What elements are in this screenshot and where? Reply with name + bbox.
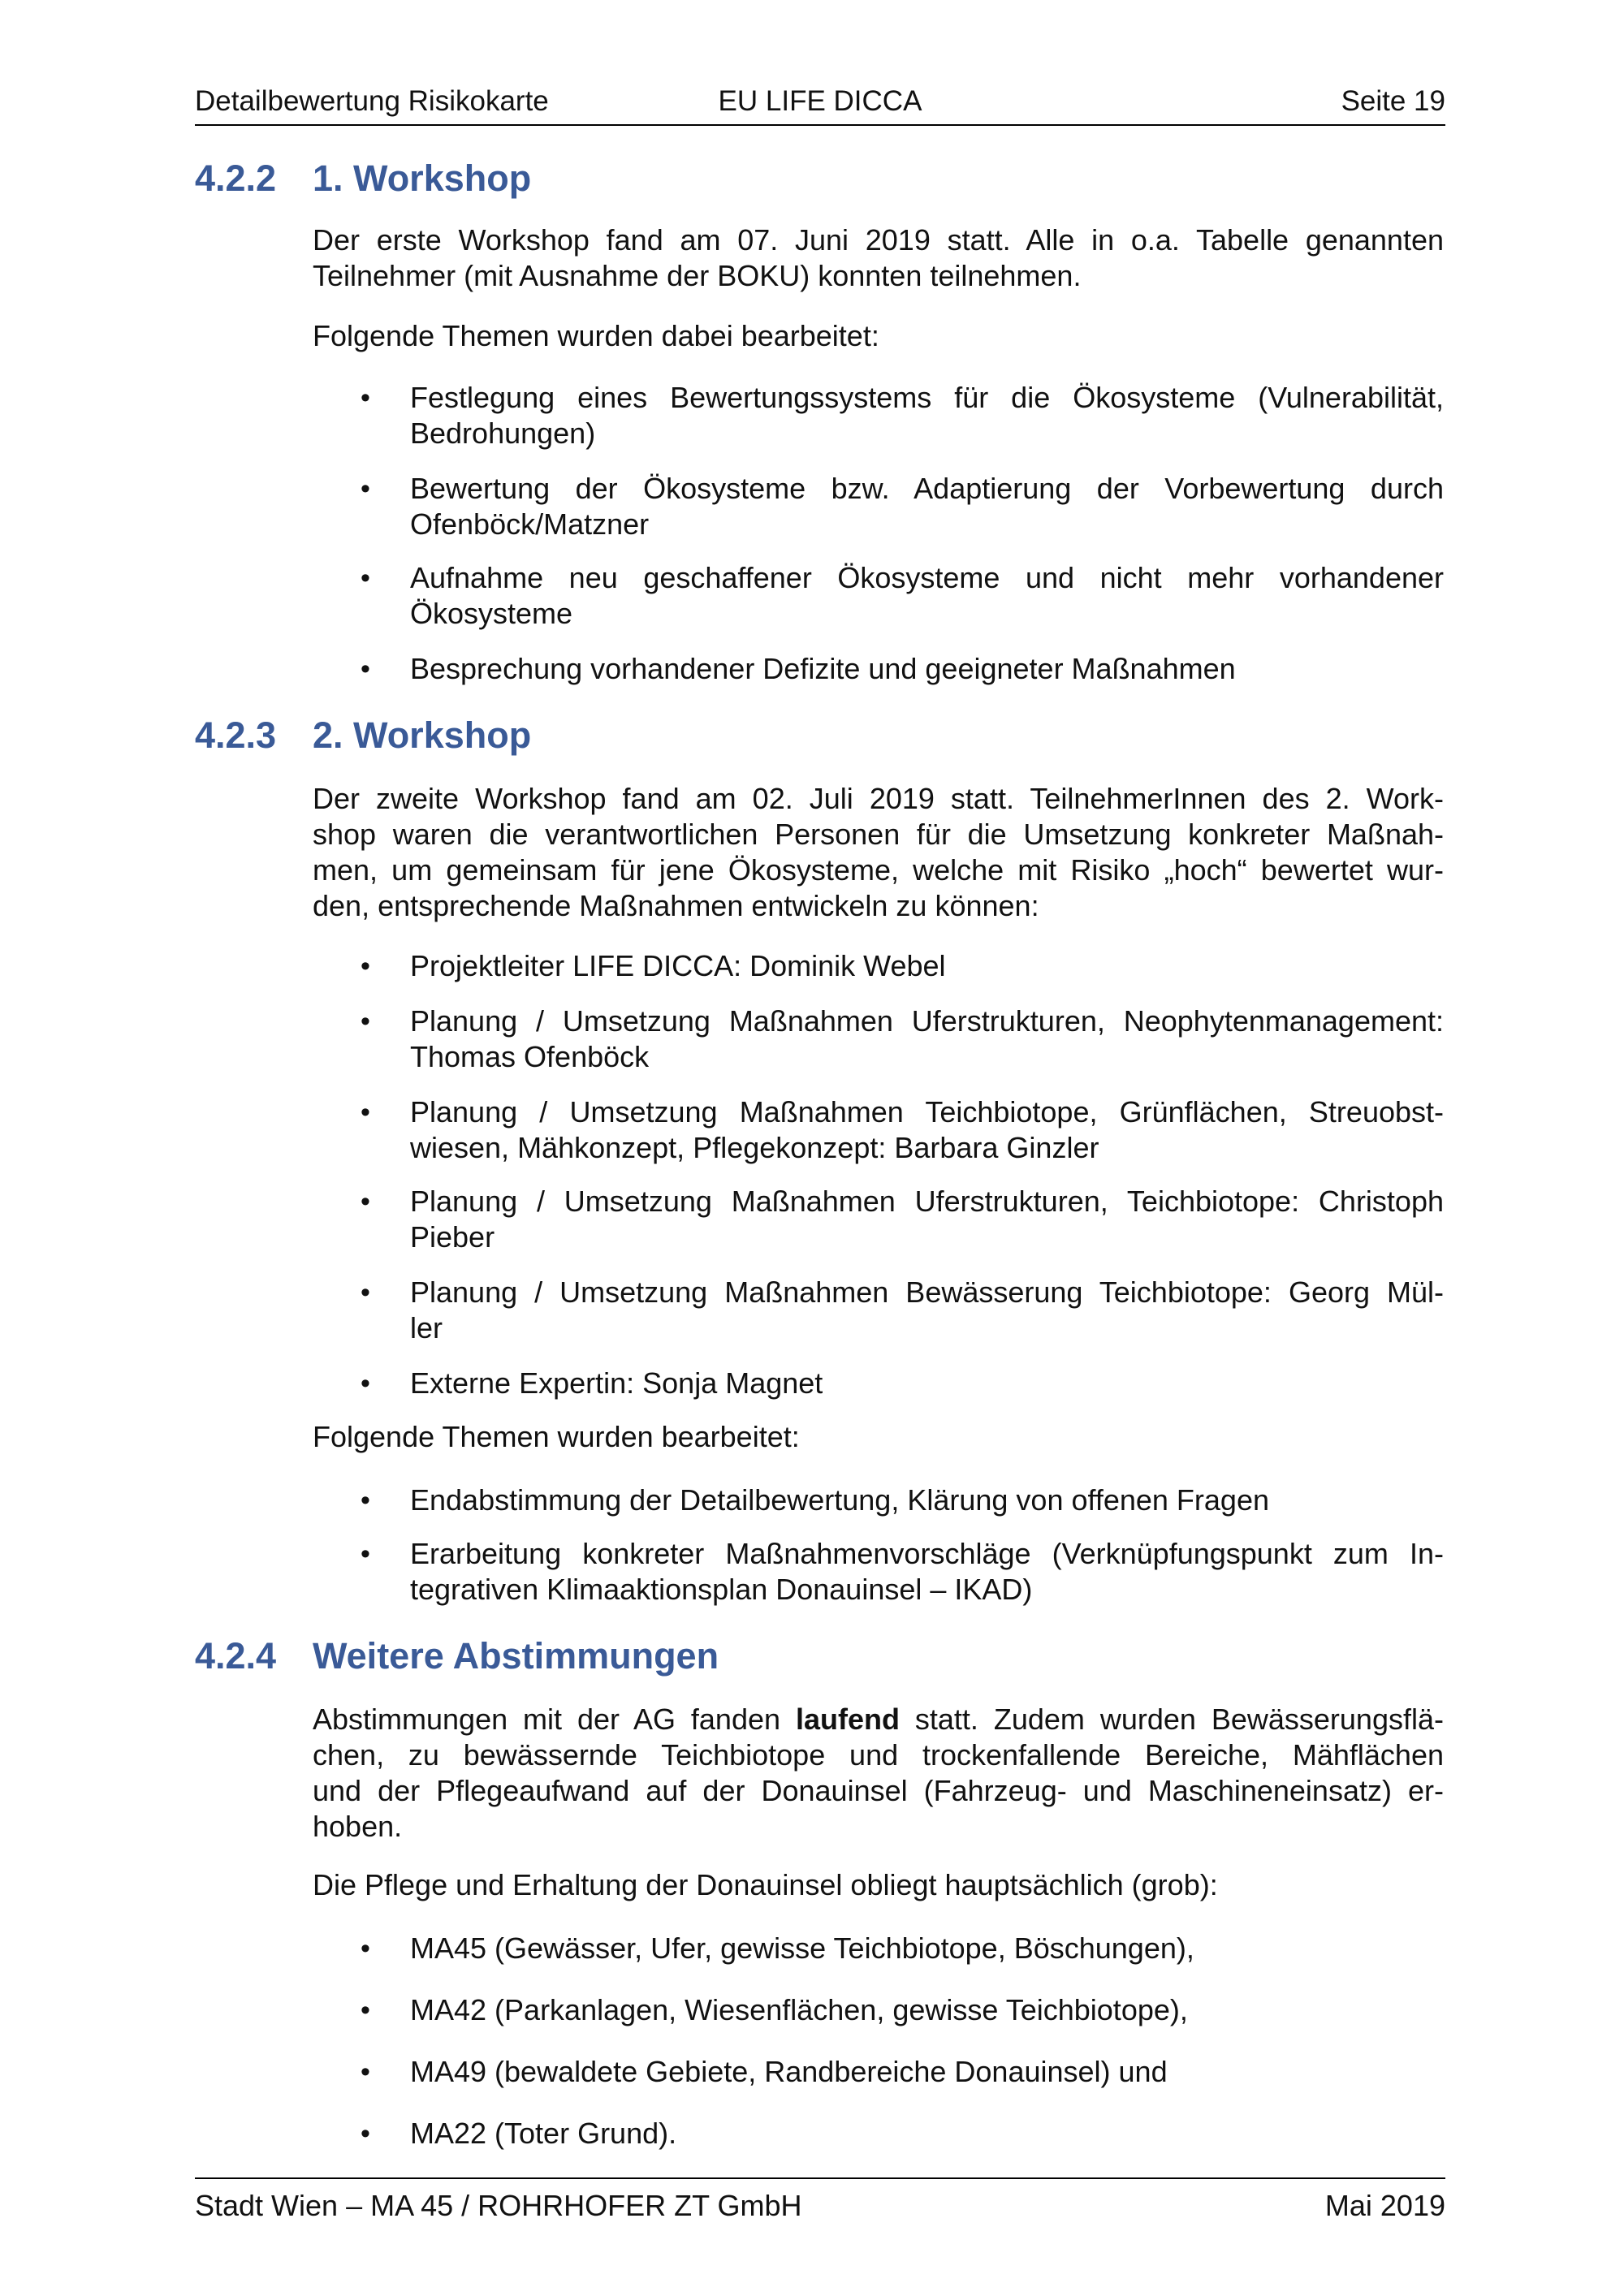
text-line: und der Pflegeaufwand auf der Donauinsel (Fahrzeug- und Maschineneinsatz) er- — [313, 1774, 1444, 1807]
list-item — [410, 1992, 1444, 2028]
text-line: men, um gemeinsam für jene Ökosysteme, welche mit Risiko „hoch“ bewertet wur- — [313, 853, 1444, 887]
text-line: tegrativen Klimaaktionsplan Donauinsel – IKAD) — [410, 1573, 1033, 1606]
footer-left: Stadt Wien – MA 45 / ROHRHOFER ZT GmbH — [195, 2189, 802, 2222]
text-line: Ökosysteme — [410, 597, 573, 630]
text-line: • Aufnahme neu geschaffener Ökosysteme und nicht mehr vorhandener — [410, 561, 1444, 594]
text-line: • Planung / Umsetzung Maßnahmen Uferstrukturen, Teichbiotope: Christoph — [410, 1185, 1444, 1218]
section-title: 2. Workshop — [313, 714, 532, 756]
list-item — [410, 1482, 1444, 1518]
page-header — [195, 85, 1445, 126]
header-page-number: Seite 19 — [1341, 85, 1445, 117]
text-run: statt. Zudem wurden Bewässerungsflä- — [914, 1703, 1444, 1736]
header-left: Detailbewertung Risikokarte — [195, 85, 549, 117]
list-item — [410, 380, 1444, 451]
text-line: • MA49 (bewaldete Gebiete, Randbereiche Donauinsel) und — [410, 2055, 1168, 2088]
list-item — [410, 651, 1444, 687]
paragraph — [313, 318, 1444, 354]
text-line: wiesen, Mähkonzept, Pflegekonzept: Barbara Ginzler — [410, 1131, 1099, 1164]
page-footer — [195, 2177, 1445, 2228]
bold-text: laufend — [795, 1703, 900, 1736]
footer-date: Mai 2019 — [1324, 2189, 1445, 2222]
paragraph — [313, 781, 1444, 924]
text-line: Teilnehmer (mit Ausnahme der BOKU) konnten teilnehmen. — [313, 259, 1082, 292]
text-line: • MA45 (Gewässer, Ufer, gewisse Teichbiotope, Böschungen), — [410, 1931, 1194, 1965]
list-item — [410, 560, 1444, 632]
paragraph — [313, 222, 1444, 294]
text-line: Der erste Workshop fand am 07. Juni 2019 statt. Alle in o.a. Tabelle genannten — [313, 223, 1444, 257]
list-item — [410, 1003, 1444, 1075]
text-line: chen, zu bewässernde Teichbiotope und trockenfallende Bereiche, Mähflächen — [313, 1738, 1444, 1772]
text-line: Der zweite Workshop fand am 02. Juli 2019 statt. TeilnehmerInnen des 2. Work- — [313, 782, 1444, 815]
section-title: Weitere Abstimmungen — [313, 1635, 719, 1677]
section-number: 4.2.2 — [195, 158, 277, 199]
list-item — [410, 1931, 1444, 1966]
text-line: • Festlegung eines Bewertungssystems für die Ökosysteme (Vulnerabilität, — [410, 381, 1444, 414]
paragraph — [313, 1419, 1444, 1455]
section-title: 1. Workshop — [313, 158, 532, 199]
text-line: Folgende Themen wurden dabei bearbeitet: — [313, 319, 879, 352]
text-line: Folgende Themen wurden bearbeitet: — [313, 1420, 800, 1453]
text-line: • Planung / Umsetzung Maßnahmen Teichbiotope, Grünflächen, Streuobst- — [410, 1095, 1444, 1129]
text-line: Die Pflege und Erhaltung der Donauinsel obliegt hauptsächlich (grob): — [313, 1868, 1218, 1901]
list-item — [410, 1184, 1444, 1255]
text-line: Ofenböck/Matzner — [410, 507, 650, 541]
text-line: Pieber — [410, 1220, 495, 1254]
text-line: • Endabstimmung der Detailbewertung, Klärung von offenen Fragen — [410, 1483, 1269, 1517]
list-item — [410, 2054, 1444, 2090]
text-line: • MA22 (Toter Grund). — [410, 2117, 677, 2150]
paragraph — [313, 1867, 1444, 1903]
text-line: shop waren die verantwortlichen Personen für die Umsetzung konkreter Maßnah- — [313, 818, 1444, 851]
section-number: 4.2.4 — [195, 1635, 277, 1677]
text-line: • Projektleiter LIFE DICCA: Dominik Webel — [410, 949, 946, 982]
list-item — [410, 1094, 1444, 1166]
text-line: • Bewertung der Ökosysteme bzw. Adaptierung der Vorbewertung durch — [410, 472, 1444, 505]
list-item — [410, 471, 1444, 542]
text-line: • Erarbeitung konkreter Maßnahmenvorschläge (Verknüpfungspunkt zum In- — [410, 1537, 1444, 1570]
list-item — [410, 1275, 1444, 1346]
text-line: • Planung / Umsetzung Maßnahmen Uferstrukturen, Neophytenmanagement: — [410, 1004, 1444, 1038]
text-line: Bedrohungen) — [410, 416, 596, 450]
text-run: Abstimmungen mit der AG fanden — [313, 1703, 781, 1736]
list-item — [410, 2116, 1444, 2151]
text-line — [313, 1702, 1444, 1737]
text-line: hoben. — [313, 1810, 403, 1843]
text-line: Thomas Ofenböck — [410, 1040, 650, 1073]
text-line: • Besprechung vorhandener Defizite und geeigneter Maßnahmen — [410, 652, 1236, 685]
text-line: • Externe Expertin: Sonja Magnet — [410, 1366, 823, 1400]
text-line: • MA42 (Parkanlagen, Wiesenflächen, gewisse Teichbiotope), — [410, 1993, 1188, 2026]
text-line: den, entsprechende Maßnahmen entwickeln zu können: — [313, 889, 1039, 922]
text-line: • Planung / Umsetzung Maßnahmen Bewässerung Teichbiotope: Georg Mül- — [410, 1275, 1444, 1309]
list-item — [410, 1366, 1444, 1401]
text-line: ler — [410, 1311, 443, 1344]
paragraph — [313, 1702, 1444, 1845]
list-item — [410, 1536, 1444, 1608]
section-number: 4.2.3 — [195, 714, 277, 756]
header-center: EU LIFE DICCA — [718, 85, 922, 117]
list-item — [410, 948, 1444, 984]
